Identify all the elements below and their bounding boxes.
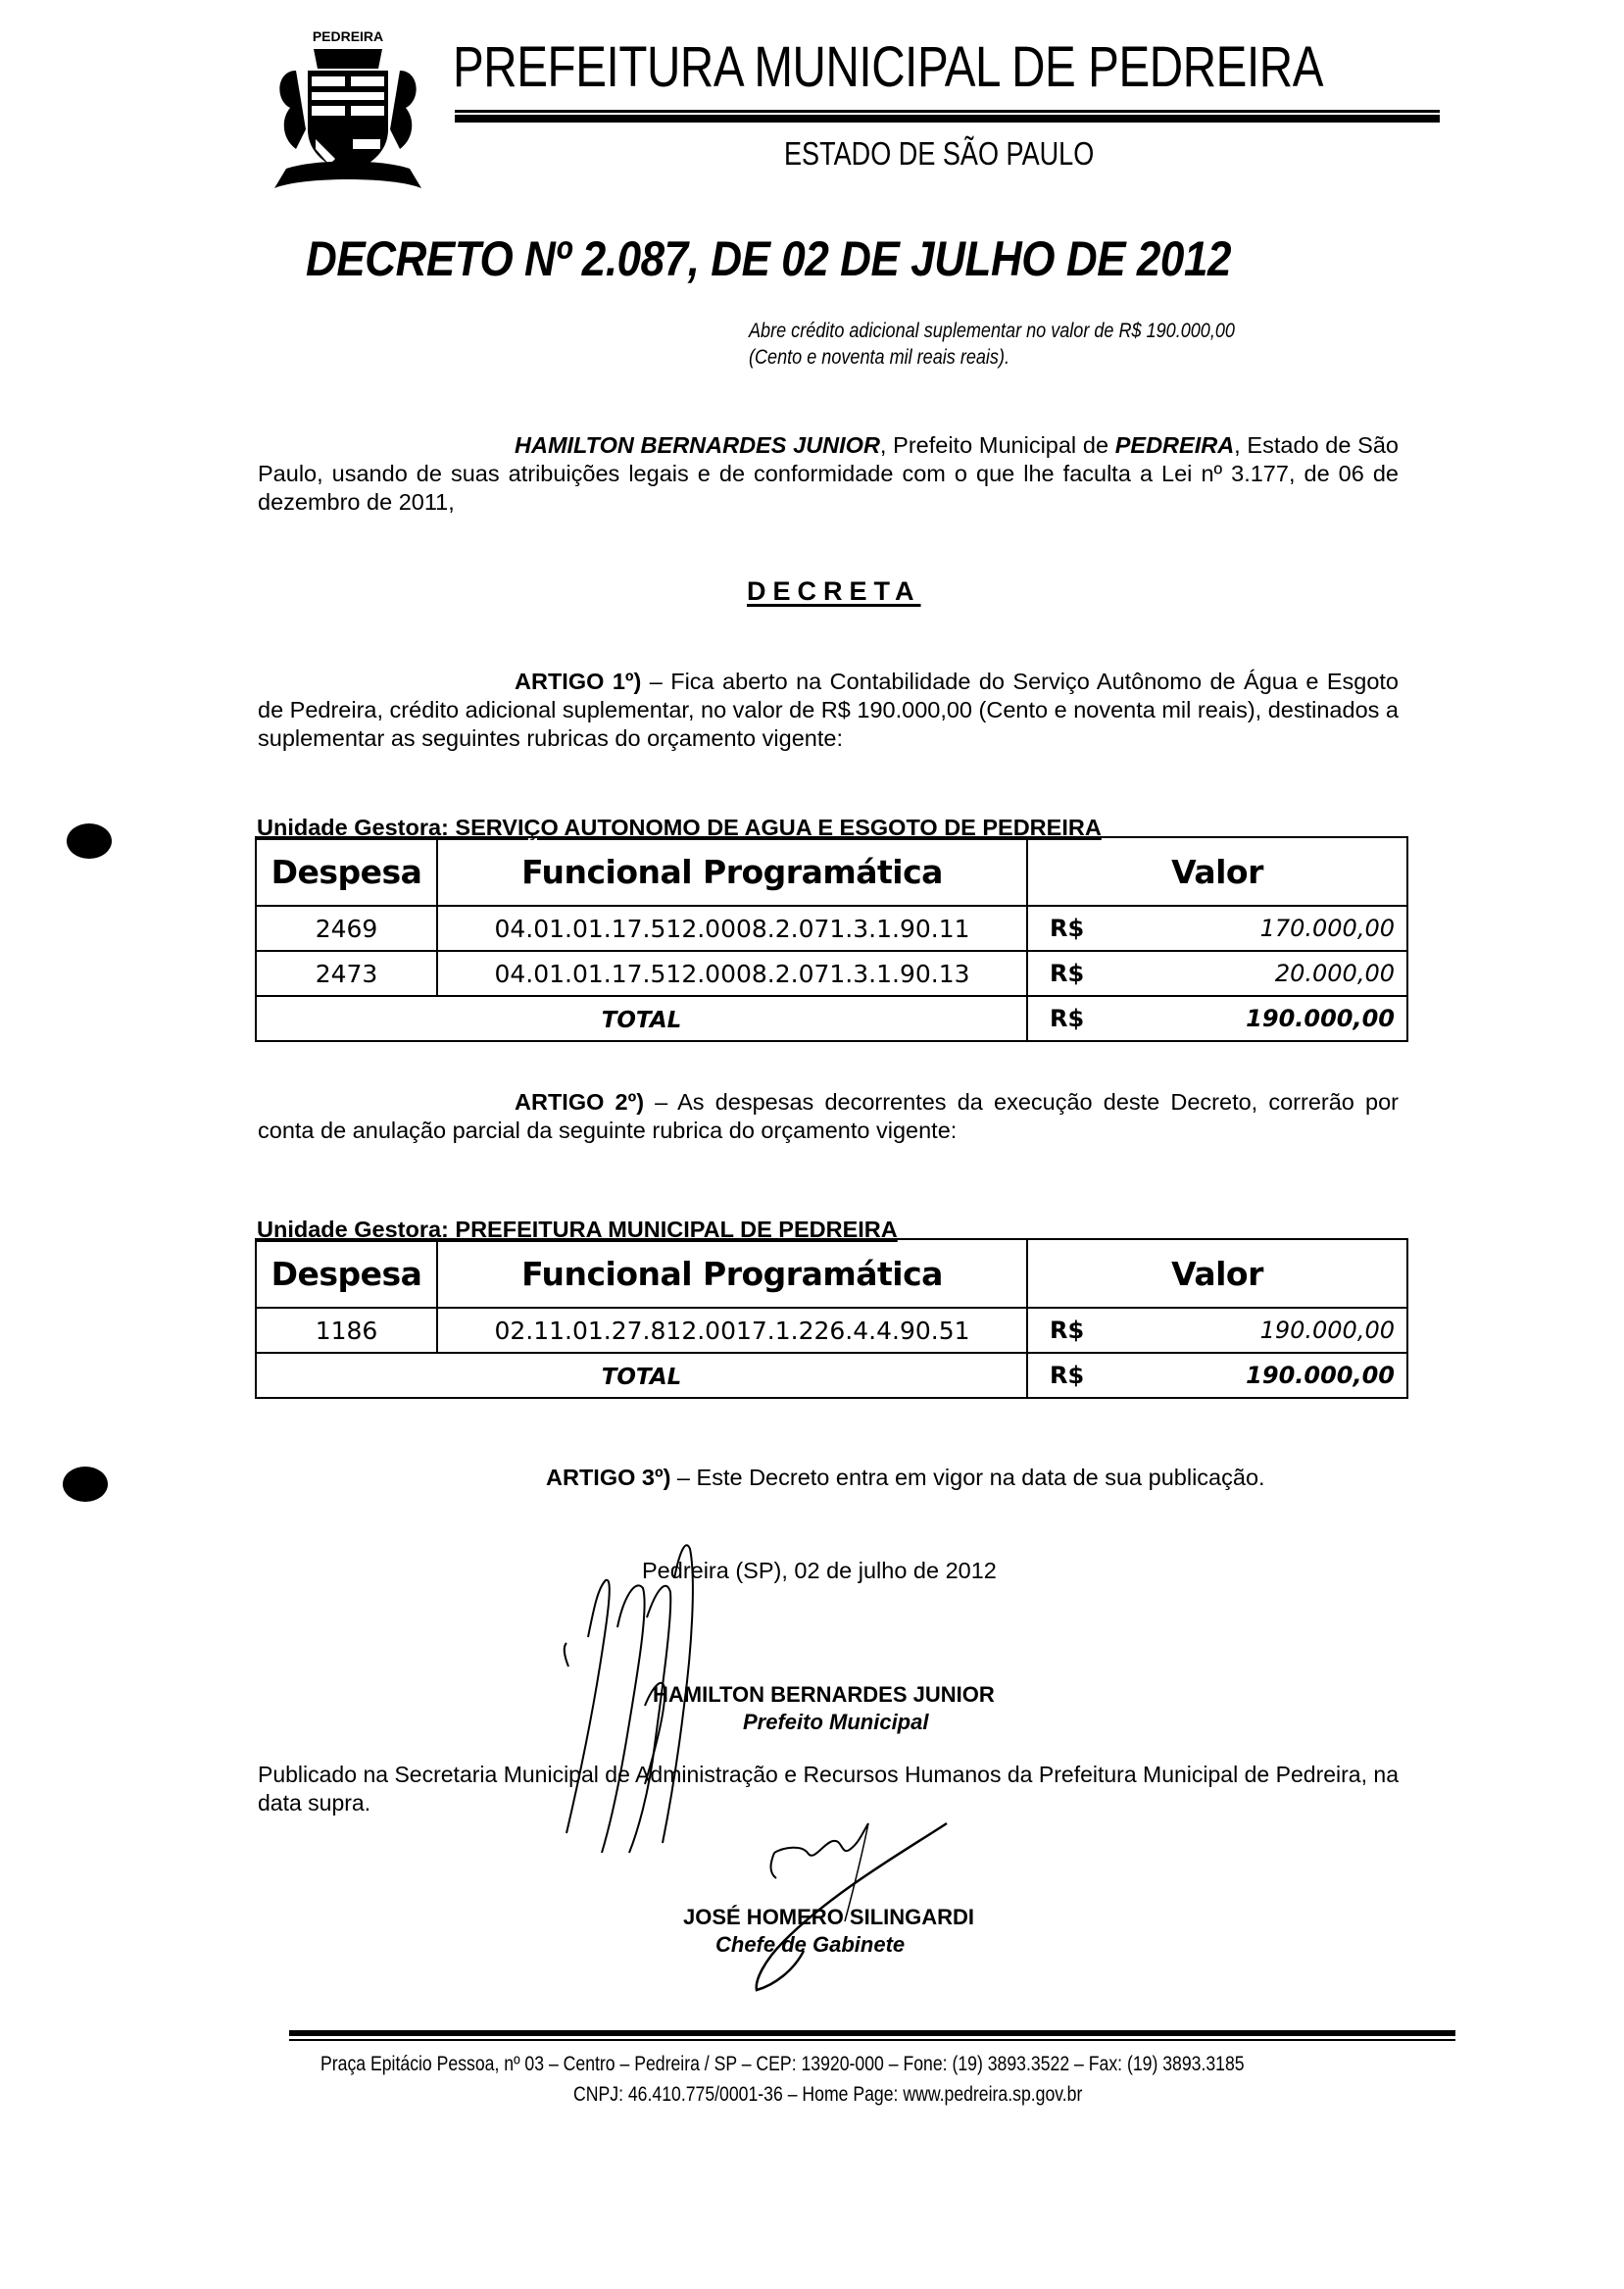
- decree-summary: [749, 318, 1235, 371]
- header-rule-thin: [455, 110, 1440, 113]
- coat-of-arms-icon: [267, 22, 429, 194]
- crest-label: PEDREIRA: [312, 28, 384, 44]
- cell-funcional: 04.01.01.17.512.0008.2.071.3.1.90.13: [437, 951, 1027, 996]
- punch-hole-bottom: [63, 1467, 108, 1502]
- city-name: PEDREIRA: [1114, 432, 1235, 458]
- header-rule-thick: [455, 115, 1440, 123]
- preamble-paragraph: HAMILTON BERNARDES JUNIOR, Prefeito Municipal de PEDREIRA, Estado de São Paulo, usando de suas atribuições legais e de conformidade com o que lhe faculta a Lei nº 3.177, de 06 de dezembro de 2011,: [258, 432, 1399, 515]
- header-funcional: Funcional Programática: [437, 837, 1027, 906]
- signatory-2-role: Chefe de Gabinete: [715, 1932, 906, 1957]
- header-despesa: Despesa: [256, 1239, 437, 1308]
- publication-note: Publicado na Secretaria Municipal de Administração e Recursos Humanos da Prefeitura Municipal de Pedreira, na data supra.: [258, 1762, 1399, 1816]
- cell-funcional: 04.01.01.17.512.0008.2.071.3.1.90.11: [437, 906, 1027, 951]
- header-valor: Valor: [1027, 1239, 1407, 1308]
- table-header-row: [256, 1239, 1407, 1308]
- cell-valor: R$ 20.000,00: [1027, 951, 1407, 996]
- footer-rule-thick: [289, 2030, 1455, 2036]
- header-despesa: Despesa: [256, 837, 437, 906]
- punch-hole-top: [67, 823, 112, 859]
- table-1-budget: [255, 836, 1408, 1042]
- footer-address: Praça Epitácio Pessoa, nº 03 – Centro – Pedreira / SP – CEP: 13920-000 – Fone: (19) 3893.3522 – Fax: (19) 3893.3185: [320, 2053, 1245, 2075]
- table-2-unit-label: Unidade Gestora: PREFEITURA MUNICIPAL DE PEDREIRA: [257, 1217, 898, 1242]
- table-total-row: [256, 996, 1407, 1041]
- table-2-budget: [255, 1238, 1408, 1399]
- article-1-paragraph: ARTIGO 1º) – Fica aberto na Contabilidade do Serviço Autônomo de Água e Esgoto de Pedreira, crédito adicional suplementar, no valor de R$ 190.000,00 (Cento e noventa mil reais), destinados a suplementar as seguintes rubricas do orçamento vigente:: [258, 669, 1399, 751]
- table-total-row: [256, 1353, 1407, 1398]
- table-row: [256, 906, 1407, 951]
- header-valor: Valor: [1027, 837, 1407, 906]
- signatory-2-name: JOSÉ HOMERO SILINGARDI: [683, 1905, 975, 1929]
- organization-title: PREFEITURA MUNICIPAL DE PEDREIRA: [453, 35, 1324, 99]
- cell-valor: R$ 190.000,00: [1027, 1308, 1407, 1353]
- summary-line-2: (Cento e noventa mil reais reais).: [749, 346, 1010, 369]
- signatory-1-role: Prefeito Municipal: [743, 1710, 929, 1734]
- article-1-label: ARTIGO 1º): [515, 669, 642, 694]
- article-3-paragraph: ARTIGO 3º) – Este Decreto entra em vigor na data de sua publicação.: [546, 1465, 1265, 1490]
- place-date: Pedreira (SP), 02 de julho de 2012: [642, 1558, 997, 1583]
- header-funcional: Funcional Programática: [437, 1239, 1027, 1308]
- table-1-unit-label: Unidade Gestora: SERVIÇO AUTONOMO DE AGUA E ESGOTO DE PEDREIRA: [257, 815, 1102, 840]
- article-3-label: ARTIGO 3º): [546, 1465, 671, 1490]
- cell-valor: R$ 170.000,00: [1027, 906, 1407, 951]
- total-label-cell: TOTAL: [256, 996, 1027, 1041]
- table-row: [256, 1308, 1407, 1353]
- cell-despesa: 2473: [256, 951, 437, 996]
- article-2-paragraph: ARTIGO 2º) – As despesas decorrentes da execução deste Decreto, correrão por conta de anulação parcial da seguinte rubrica do orçamento vigente:: [258, 1089, 1399, 1143]
- mayor-name: HAMILTON BERNARDES JUNIOR: [515, 432, 880, 458]
- summary-line-1: Abre crédito adicional suplementar no valor de R$ 190.000,00: [749, 320, 1235, 342]
- article-2-label: ARTIGO 2º): [515, 1089, 645, 1115]
- state-subtitle: ESTADO DE SÃO PAULO: [784, 135, 1095, 172]
- table-header-row: [256, 837, 1407, 906]
- cell-funcional: 02.11.01.27.812.0017.1.226.4.4.90.51: [437, 1308, 1027, 1353]
- decree-title: DECRETO Nº 2.087, DE 02 DE JULHO DE 2012: [306, 231, 1232, 286]
- total-label-cell: TOTAL: [256, 1353, 1027, 1398]
- cell-despesa: 2469: [256, 906, 437, 951]
- decreta-heading: DECRETA: [747, 576, 921, 606]
- total-value-cell: R$ 190.000,00: [1027, 996, 1407, 1041]
- footer-cnpj-homepage: CNPJ: 46.410.775/0001-36 – Home Page: www.pedreira.sp.gov.br: [573, 2083, 1083, 2106]
- cell-despesa: 1186: [256, 1308, 437, 1353]
- signatory-1-name: HAMILTON BERNARDES JUNIOR: [653, 1682, 995, 1707]
- signature-chief-icon: [686, 1794, 980, 2010]
- total-value-cell: R$ 190.000,00: [1027, 1353, 1407, 1398]
- table-row: [256, 951, 1407, 996]
- footer-rule-thin: [289, 2039, 1455, 2041]
